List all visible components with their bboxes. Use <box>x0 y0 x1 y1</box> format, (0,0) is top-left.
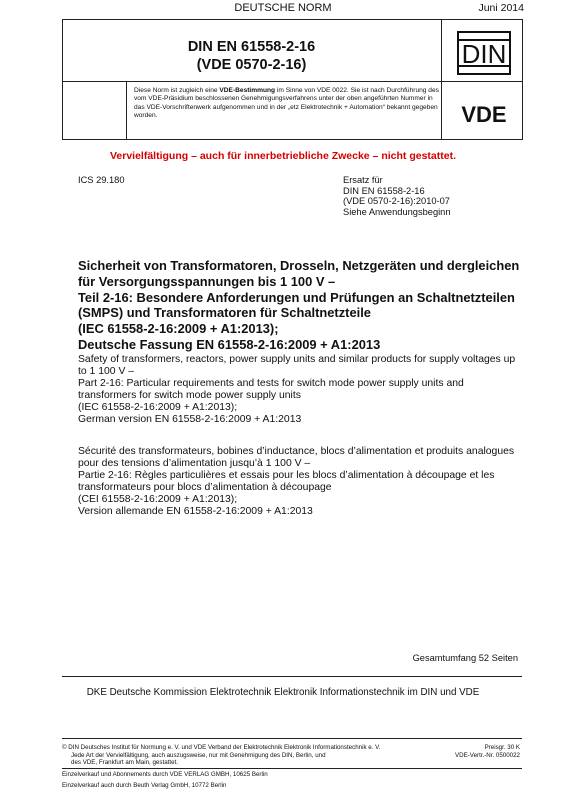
replacement-line: DIN EN 61558-2-16 <box>343 185 425 196</box>
vde-logo <box>450 103 518 125</box>
title-fr-line: Partie 2-16: Règles particulières et essais pour les blocs d’alimentation à découpage et les <box>78 469 495 481</box>
sale-beuth: Einzelverkauf auch durch Beuth Verlag GmbH, 10772 Berlin <box>62 782 227 789</box>
title-en-line: Safety of transformers, reactors, power supply units and similar products for supply voltages up <box>78 354 516 365</box>
title-de-line: Sicherheit von Transformatoren, Drosseln, Netzgeräten und dergleichen <box>78 258 520 273</box>
copyright-line: Jede Art der Vervielfältigung, auch auszugsweise, nur mit Genehmigung des DIN, Berlin, und <box>71 751 326 759</box>
title-de-line: für Versorgungsspannungen bis 1 100 V – <box>78 273 336 289</box>
document-number-box <box>62 22 441 80</box>
title-en-line: German version EN 61558-2-16:2009 + A1:2013 <box>78 413 302 425</box>
title-de-line: (SMPS) und Transformatoren für Schaltnetzteile <box>78 305 371 321</box>
title-en-line: Part 2-16: Particular requirements and tests for switch mode power supply units and <box>78 377 464 389</box>
norm-type: DEUTSCHE NORM <box>234 2 332 14</box>
note-left-divider <box>126 81 127 140</box>
frame-right <box>522 19 523 140</box>
vde-logo-text: VDE <box>461 103 507 125</box>
title-fr-line: (CEI 61558-2-16:2009 + A1:2013); <box>78 493 238 505</box>
publication-date: Juni 2014 <box>478 2 524 14</box>
replacement-line: Ersatz für <box>343 175 383 185</box>
copyright-line: des VDE, Frankfurt am Main, gestattet. <box>71 759 178 766</box>
vde-note-before: Diese Norm ist zugleich eine <box>134 87 220 94</box>
copyright-notice <box>62 744 402 767</box>
sale-vde: Einzelverkauf und Abonnements durch VDE VERLAG GMBH, 10625 Berlin <box>62 771 268 778</box>
price-info <box>455 744 520 759</box>
frame-divider <box>441 19 442 140</box>
title-fr-line: pour des tensions d’alimentation jusqu’à 1 100 V – <box>78 457 311 469</box>
footer-rule <box>62 738 522 739</box>
title-de-line: Deutsche Fassung EN 61558-2-16:2009 + A1:2013 <box>78 336 381 352</box>
replacement-line: (VDE 0570-2-16):2010-07 <box>343 196 450 206</box>
title-fr-line: Version allemande EN 61558-2-16:2009 + A1:2013 <box>78 505 313 517</box>
vde-note-after: im Sinne von VDE 0022. Sie ist nach Durchführung des vom VDE-Präsidium beschlossenen Genehmigungsverfahrens unter der oben angeführten Nummer in das VDE-Vorschriftenwerk aufgenommen und in der „etz Elektrotechnik + Automation“ bekannt gegeben worden. <box>134 87 439 119</box>
order-number: VDE-Vertr.-Nr. 0500022 <box>455 751 520 759</box>
vde-number: (VDE 0570-2-16) <box>196 57 307 73</box>
title-french <box>78 446 530 517</box>
title-de-line: (IEC 61558-2-16:2009 + A1:2013); <box>78 321 279 337</box>
din-logo <box>452 30 516 76</box>
title-en-line: to 1 100 V – <box>78 365 135 377</box>
title-en-line: transformers for switch mode power supply units <box>78 389 301 401</box>
document-number: DIN EN 61558-2-16 <box>187 39 316 55</box>
price-group: Preisgr. 30 K <box>484 744 520 751</box>
title-en-line: (IEC 61558-2-16:2009 + A1:2013); <box>78 401 238 413</box>
dke-rule-top <box>62 676 522 677</box>
din-logo-text: DIN <box>461 39 507 69</box>
sale-rule <box>62 768 522 769</box>
vde-note <box>134 87 442 120</box>
ics-code: ICS 29.180 <box>78 175 125 185</box>
note-rule <box>62 139 522 140</box>
copy-warning: Vervielfältigung – auch für innerbetriebliche Zwecke – nicht gestattet. <box>109 150 456 162</box>
copyright-line: © DIN Deutsches Institut für Normung e. V. und VDE Verband der Elektrotechnik Elektronik Informationstechnik e. V. <box>62 744 381 751</box>
dke-line: DKE Deutsche Kommission Elektrotechnik Elektronik Informationstechnik im DIN und VDE <box>86 687 480 698</box>
top-rule <box>62 19 522 20</box>
title-fr-line: Sécurité des transformateurs, bobines d’inductance, blocs d’alimentation et produits analogues <box>78 446 515 457</box>
title-english <box>78 354 530 425</box>
title-fr-line: transformateurs pour blocs d’alimentation à découpage <box>78 481 332 493</box>
replacement-info <box>343 175 451 217</box>
title-de-line: Teil 2-16: Besondere Anforderungen und Prüfungen an Schaltnetzteilen <box>78 289 515 305</box>
total-pages: Gesamtumfang 52 Seiten <box>412 653 518 663</box>
title-rule <box>62 81 522 82</box>
title-german <box>78 258 530 353</box>
vde-note-bold: VDE-Bestimmung <box>219 87 276 94</box>
replacement-line: Siehe Anwendungsbeginn <box>343 206 451 217</box>
